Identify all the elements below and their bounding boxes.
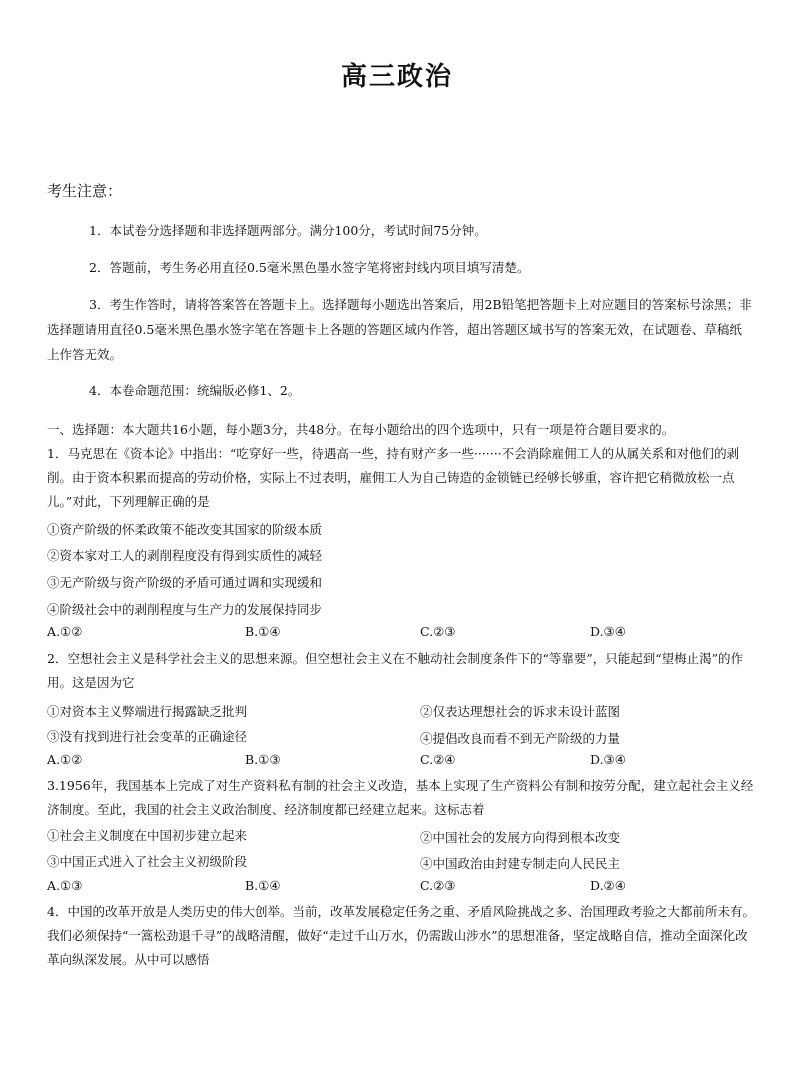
question-3-option-3: ③中国正式进入了社会主义初级阶段 [47,854,248,869]
question-1-answer-d: D.③④ [590,624,626,639]
question-1-option-3: ③无产阶级与资产阶级的矛盾可通过调和实现缓和 [47,575,323,590]
question-4-stem: 4．中国的改革开放是人类历史的伟大创举。当前，改革发展稳定任务之重、矛盾风险挑战之多、治国理政考验之大都前所未有。我们必须保持“一篙松劲退千寻”的战略清醒，做好“走过千山万水，仍需跋山涉水”的思想准备，坚定战略自信，推动全面深化改革向纵深发展。从中可以感悟 [47,904,755,967]
question-3-stem: 3.1956年，我国基本上完成了对生产资料私有制的社会主义改造，基本上实现了生产资料公有制和按劳分配，建立起社会主义经济制度。至此，我国的社会主义政治制度、经济制度都已经建立起来。这标志着 [47,778,754,817]
notice-item-2: 2．答题前，考生务必用直径0.5毫米黑色墨水签字笔将密封线内项目填写清楚。 [89,260,530,275]
notice-heading: 考生注意： [47,182,123,200]
question-3-answer-a: A.①③ [47,878,83,893]
question-1-option-2: ②资本家对工人的剥削程度没有得到实质性的减轻 [47,548,323,563]
notice-item-1: 1．本试卷分选择题和非选择题两部分。满分100分，考试时间75分钟。 [89,223,487,238]
section-heading: 一、选择题：本大题共16小题，每小题3分，共48分。在每小题给出的四个选项中，只有一项是符合题目要求的。 [47,422,675,437]
question-2-option-3: ③没有找到进行社会变革的正确途径 [47,729,248,744]
question-2-option-4: ④提倡改良而看不到无产阶级的力量 [420,731,621,746]
question-3-option-2: ②中国社会的发展方向得到根本改变 [420,830,621,845]
question-2-option-1: ①对资本主义弊端进行揭露缺乏批判 [47,704,248,719]
question-3-option-4: ④中国政治由封建专制走向人民民主 [420,856,621,871]
question-1-option-4: ④阶级社会中的剥削程度与生产力的发展保持同步 [47,602,323,617]
question-2-answer-b: B.①③ [245,752,281,767]
question-1-answer-a: A.①② [47,624,83,639]
page-title: 高三政治 [340,62,453,92]
question-3-answer-b: B.①④ [245,878,281,893]
question-1-answer-b: B.①④ [245,624,281,639]
notice-item-3: 3．考生作答时，请将答案答在答题卡上。选择题每小题选出答案后，用2B铅笔把答题卡上对应题目的答案标号涂黑；非选择题请用直径0.5毫米黑色墨水签字笔在答题卡上各题的答题区域内作答，超出答题区域书写的答案无效，在试题卷、草稿纸上作答无效。 [47,297,752,362]
question-1-stem: 1．马克思在《资本论》中指出：“吃穿好一些，待遇高一些，持有财产多一些·······不会消除雇佣工人的从属关系和对他们的剥削。由于资本积累而提高的劳动价格，实际上不过表明，雇佣工人为自己铸造的金锁链已经够长够重，容许把它稍微放松一点儿。”对此，下列理解正确的是 [47,446,740,509]
question-1-answer-c: C.②③ [420,624,456,639]
question-1-option-1: ①资产阶级的怀柔政策不能改变其国家的阶级本质 [47,522,323,537]
question-2-answer-c: C.②④ [420,752,456,767]
question-2-option-2: ②仅表达理想社会的诉求未设计蓝图 [420,704,621,719]
question-3-answer-c: C.②③ [420,878,456,893]
notice-item-4: 4．本卷命题范围：统编版必修1、2。 [89,383,301,398]
question-3-option-1: ①社会主义制度在中国初步建立起来 [47,828,248,843]
question-2-answer-a: A.①② [47,752,83,767]
question-3-answer-d: D.②④ [590,878,626,893]
question-2-answer-d: D.③④ [590,752,626,767]
question-2-stem: 2．空想社会主义是科学社会主义的思想来源。但空想社会主义在不触动社会制度条件下的“等靠要”，只能起到“望梅止渴”的作用。这是因为它 [47,651,744,690]
